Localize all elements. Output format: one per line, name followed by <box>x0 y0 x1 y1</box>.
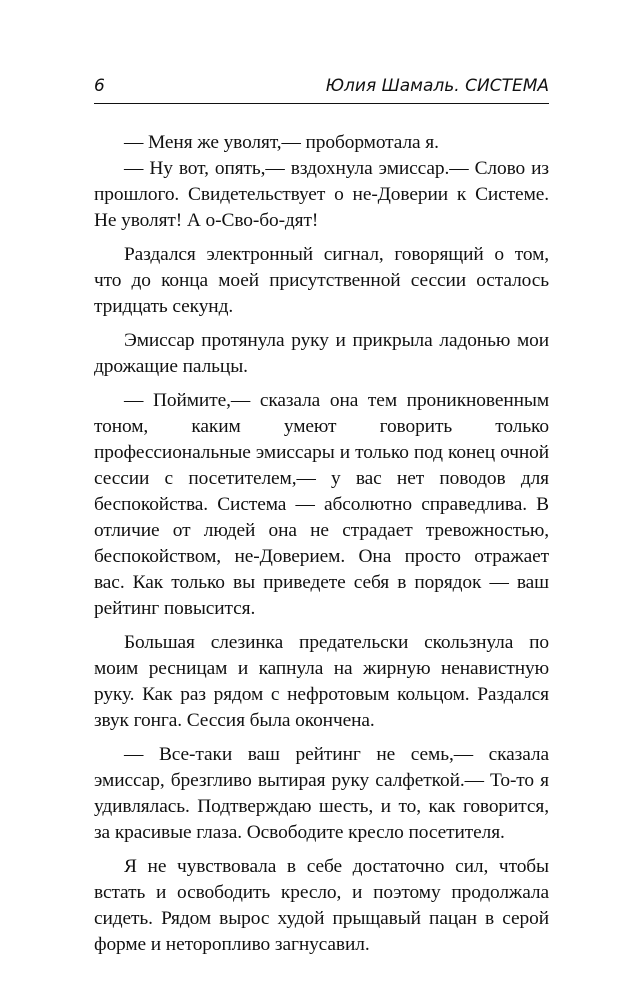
running-head <box>94 74 549 102</box>
paragraph: Большая слезинка предательски скользнула по моим ресницам и капнула на жирную ненавистную руку. Как раз рядом с нефротовым кольцом. Раздался звук гонга. Сессия была окончена. <box>94 632 549 731</box>
paragraph: — Поймите,— сказала она тем проникновенным тоном, каким умеют говорить только профессиональные эмиссары и только под конец очной сессии с посетителем,— у вас нет поводов для беспокойства. Система — абсолютно справедлива. В отличие от людей она не страдает тревожностью, беспокойством, не-Доверием. Она просто отражает вас. Как только вы приведете себя в порядок — ваш рейтинг повысится. <box>94 390 549 619</box>
paragraph: — Все-таки ваш рейтинг не семь,— сказала эмиссар, брезгливо вытирая руку салфеткой.— То-то я удивлялась. Подтверждаю шесть, и то, как говорится, за красивые глаза. Освободите кресло посетителя. <box>94 744 549 843</box>
paragraph: — Меня же уволят,— пробормотала я. <box>124 132 439 153</box>
text-body <box>94 130 549 966</box>
book-running-title: Юлия Шамаль. СИСТЕМА <box>325 76 549 96</box>
paragraph: Я не чувствовала в себе достаточно сил, чтобы встать и освободить кресло, и поэтому продолжала сидеть. Рядом вырос худой прыщавый пацан в серой форме и неторопливо загнусавил. <box>94 856 549 955</box>
paragraph: Раздался электронный сигнал, говорящий о том, что до конца моей присутственной сессии осталось тридцать секунд. <box>94 244 549 317</box>
header-rule <box>94 103 549 104</box>
paragraph: Эмиссар протянула руку и прикрыла ладонью мои дрожащие пальцы. <box>94 330 549 377</box>
paragraph: — Ну вот, опять,— вздохнула эмиссар.— Слово из прошлого. Свидетельствует о не-Доверии к Системе. Не уволят! А о-Сво-бо-дят! <box>94 158 549 231</box>
page-number: 6 <box>94 76 105 96</box>
